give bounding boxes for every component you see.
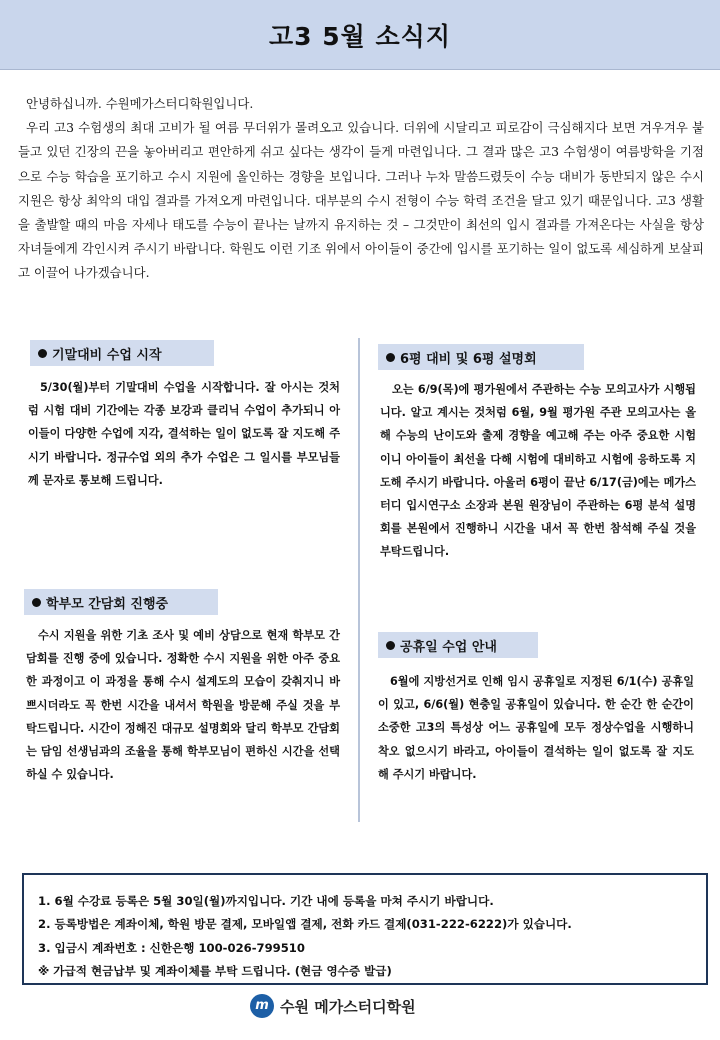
section-body-holiday bbox=[378, 670, 694, 786]
section-body-text: 오는 6/9(목)에 평가원에서 주관하는 수능 모의고사가 시행됩니다. 알고 계시는 것처럼 6월, 9월 평가원 주관 모의고사는 올해 수능의 난이도와 출제 경향을 예고해 주는 아주 중요한 시험이니 아이들이 최선을 다해 시험에 대비하고 시험에 응하도록 지도해 주시기 바랍니다. 아울러 6평이 끝난 6/17(금)에는 메가스터디 입시연구소 소장과 본원 원장님이 주관하는 6평 분석 설명회를 본원에서 진행하니 시간을 내서 꼭 한번 참석해 주실 것을 부탁드립니다. bbox=[380, 383, 696, 559]
bullet-icon bbox=[386, 353, 395, 362]
section-body-final-exam bbox=[28, 376, 340, 492]
section-title-final-exam bbox=[30, 340, 214, 366]
newsletter-header bbox=[0, 0, 720, 70]
section-title-mock-exam bbox=[378, 344, 584, 370]
notice-line-3: 3. 입금시 계좌번호 : 신한은행 100-026-799510 bbox=[38, 940, 305, 955]
bullet-icon bbox=[38, 349, 47, 358]
section-body-mock-exam bbox=[380, 378, 696, 564]
section-title-label: 기말대비 수업 시작 bbox=[52, 347, 162, 363]
section-body-text: 5/30(월)부터 기말대비 수업을 시작합니다. 잘 아시는 것처럼 시험 대비 기간에는 각종 보강과 클리닉 수업이 추가되니 아이들이 다양한 수업에 지각, 결석하는 일이 없도록 잘 지도해 주시기 바랍니다. 정규수업 외의 추가 수업은 그 일시를 부모님들께 문자로 통보해 드립니다. bbox=[28, 381, 340, 487]
notice-line-4: ※ 가급적 현금납부 및 계좌이체를 부탁 드립니다. (현금 영수증 발급) bbox=[38, 963, 392, 978]
section-title-label: 공휴일 수업 안내 bbox=[400, 639, 497, 655]
section-title-holiday bbox=[378, 632, 538, 658]
section-title-label: 학부모 간담회 진행중 bbox=[46, 596, 169, 612]
bullet-icon bbox=[386, 641, 395, 650]
section-title-label: 6평 대비 및 6평 설명회 bbox=[400, 351, 537, 367]
payment-notice-box bbox=[22, 873, 708, 985]
notice-line-2: 2. 등록방법은 계좌이체, 학원 방문 결제, 모바일앱 결제, 전화 카드 결제(031-222-6222)가 있습니다. bbox=[38, 917, 572, 932]
notice-line-1: 1. 6월 수강료 등록은 5월 30일(월)까지입니다. 기간 내에 등록을 마쳐 주시기 바랍니다. bbox=[38, 894, 494, 908]
megastudy-logo-icon: m bbox=[250, 994, 274, 1018]
intro-text bbox=[18, 92, 704, 286]
logo-text: 수원 메가스터디학원 bbox=[280, 997, 416, 1016]
section-body-text: 6월에 지방선거로 인해 임시 공휴일로 지정된 6/1(수) 공휴일이 있고, 6/6(월) 현충일 공휴일이 있습니다. 한 순간 한 순간이 소중한 고3의 특성상 어느 공휴일에 모두 정상수업을 시행하니 착오 없으시기 바라고, 아이들이 결석하는 일이 없도록 잘 지도해 주시기 바랍니다. bbox=[378, 675, 694, 781]
page-title: 고3 5월 소식지 bbox=[269, 21, 451, 51]
bullet-icon bbox=[32, 598, 41, 607]
academy-logo bbox=[250, 992, 416, 1020]
column-divider bbox=[358, 338, 360, 822]
section-title-parent-meeting bbox=[24, 589, 218, 615]
intro-greeting: 안녕하십니까. 수원메가스터디학원입니다. bbox=[26, 96, 254, 111]
section-body-parent-meeting bbox=[26, 624, 340, 786]
section-body-text: 수시 지원을 위한 기초 조사 및 예비 상담으로 현재 학부모 간담회를 진행 중에 있습니다. 정확한 수시 지원을 위한 아주 중요한 과정이고 이 과정을 통해 수시 설계도의 모습이 갖춰지니 바쁘시더라도 꼭 한번 시간을 내셔서 학원을 방문해 주실 것을 부탁드립니다. 시간이 정해진 대규모 설명회와 달리 학부모 간담회는 담임 선생님과의 조율을 통해 학부모님이 편하신 시간을 선택하실 수 있습니다. bbox=[26, 629, 340, 782]
intro-body: 우리 고3 수험생의 최대 고비가 될 여름 무더위가 몰려오고 있습니다. 더위에 시달리고 피로감이 극심해지다 보면 겨우겨우 붙들고 있던 긴장의 끈을 놓아버리고 편안하게 쉬고 싶다는 생각이 들게 마련입니다. 그 결과 많은 고3 수험생이 여름방학을 기점으로 수능 학습을 포기하고 수시 지원에 올인하는 경향을 보입니다. 그러나 누차 말씀드렸듯이 수능 대비가 동반되지 않은 수시 지원은 항상 최악의 대입 결과를 가져오게 마련입니다. 대부분의 수시 전형이 수능 학력 조건을 달고 있기 때문입니다. 고3 생활을 출발할 때의 마음 자세나 태도를 수능이 끝나는 날까지 유지하는 것 – 그것만이 최선의 입시 결과를 가져온다는 사실을 항상 자녀들에게 각인시켜 주시기 바랍니다. 학원도 이런 기조 위에서 아이들이 중간에 입시를 포기하는 일이 없도록 세심하게 보살피고 이끌어 나가겠습니다. bbox=[18, 120, 704, 281]
